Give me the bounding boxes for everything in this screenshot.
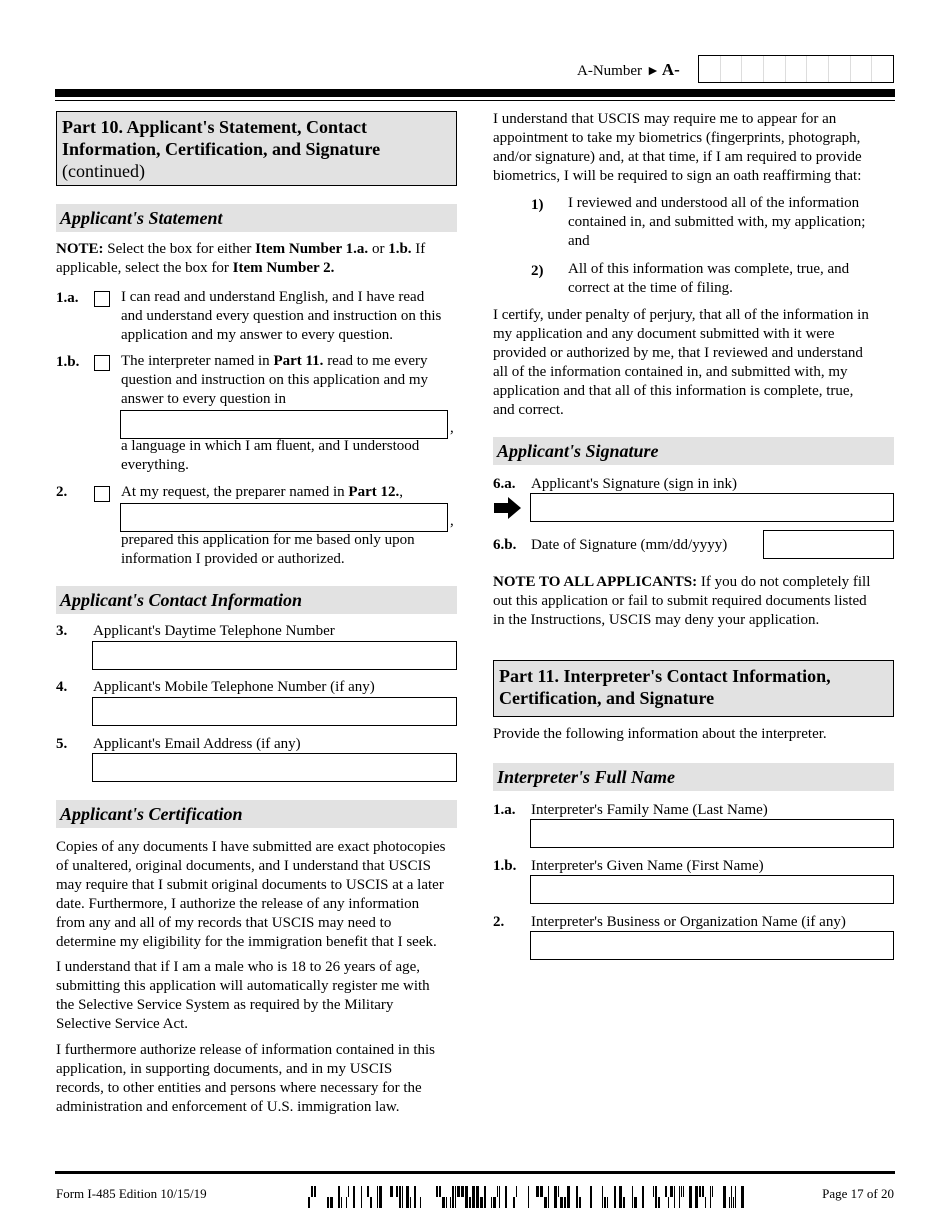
item-1b-checkbox[interactable] <box>94 355 110 371</box>
form-edition: Form I-485 Edition 10/15/19 <box>56 1186 207 1201</box>
interpreter-family-name-input[interactable] <box>530 819 894 848</box>
interpreter-item-1a-number: 1.a. <box>493 802 516 818</box>
item-4-number: 4. <box>56 679 68 695</box>
part-11-heading: Part 11. Interpreter's Contact Information, Certification, and Signature <box>493 660 894 717</box>
applicants-statement-heading: Applicant's Statement <box>56 204 457 232</box>
page-number: Page 17 of 20 <box>822 1186 894 1201</box>
header-rule-thin <box>55 100 895 101</box>
arrow-right-icon: ► <box>645 64 660 79</box>
interpreter-item-1b-number: 1.b. <box>493 858 517 874</box>
interpreter-language-input[interactable] <box>120 410 448 439</box>
interpreter-item-1a-label: Interpreter's Family Name (Last Name) <box>531 802 768 818</box>
item-1a-checkbox[interactable] <box>94 291 110 307</box>
applicant-signature-input[interactable] <box>530 493 894 522</box>
note-to-all-applicants: NOTE TO ALL APPLICANTS: If you do not completely fill out this application or fail to submit required documents listed in the Instructions, USCIS may deny your application. <box>493 574 871 628</box>
certification-paragraph-2: I understand that if I am a male who is 18 to 26 years of age, submitting this application will automatically register me with the Selective Service System as required by the Military Selective Service Act. <box>56 959 430 1032</box>
item-1a-text: I can read and understand English, and I have read and understand every question and instruction on this application and my answer to every question. <box>121 289 442 343</box>
applicants-contact-heading: Applicant's Contact Information <box>56 586 457 614</box>
item-4-label: Applicant's Mobile Telephone Number (if any) <box>93 679 375 695</box>
part-10-heading: Part 10. Applicant's Statement, Contact Information, Certification, and Signature (continued) <box>56 111 457 186</box>
item-6a-label: Applicant's Signature (sign in ink) <box>531 476 738 492</box>
item-5-number: 5. <box>56 736 68 752</box>
barcode-icon <box>308 1186 744 1208</box>
oath-item-2-number: 2) <box>531 263 544 279</box>
interpreter-given-name-input[interactable] <box>530 875 894 904</box>
interpreter-business-name-input[interactable] <box>530 931 894 960</box>
interpreter-item-2-label: Interpreter's Business or Organization Name (if any) <box>531 914 846 930</box>
oath-item-1-number: 1) <box>531 197 544 213</box>
item-6a-number: 6.a. <box>493 476 516 492</box>
certification-paragraph-3: I furthermore authorize release of information contained in this application, in supporting documents, and in my USCIS records, to other entities and persons where necessary for the administration and enforcement of U.S. immigration law. <box>56 1042 436 1115</box>
item-2-text: At my request, the preparer named in Part 12., <box>121 484 403 500</box>
oath-item-1-text: I reviewed and understood all of the information contained in, and submitted with, my application; and <box>568 195 866 249</box>
item-1a-number: 1.a. <box>56 290 79 306</box>
part-11-intro: Provide the following information about the interpreter. <box>493 726 827 742</box>
item-3-label: Applicant's Daytime Telephone Number <box>93 623 335 639</box>
item-6b-number: 6.b. <box>493 537 517 553</box>
email-input[interactable] <box>92 753 457 782</box>
applicants-certification-heading: Applicant's Certification <box>56 800 457 828</box>
header-rule <box>55 89 895 97</box>
footer-rule <box>55 1171 895 1174</box>
comma: , <box>450 513 454 529</box>
item-5-label: Applicant's Email Address (if any) <box>93 736 301 752</box>
item-6b-label: Date of Signature (mm/dd/yyyy) <box>531 537 728 553</box>
certification-paragraph-1: Copies of any documents I have submitted are exact photocopies of unaltered, original documents, and I understand that USCIS may require that I submit original documents to USCIS at a later date. Furthermore, I authorize the release of any information from any and all of my records that USCIS may need to determine my eligibility for the immigration benefit that I seek. <box>56 839 446 950</box>
mobile-phone-input[interactable] <box>92 697 457 726</box>
daytime-phone-input[interactable] <box>92 641 457 670</box>
applicants-signature-heading: Applicant's Signature <box>493 437 894 465</box>
interpreter-item-1b-label: Interpreter's Given Name (First Name) <box>531 858 764 874</box>
interpreters-full-name-heading: Interpreter's Full Name <box>493 763 894 791</box>
preparer-name-input[interactable] <box>120 503 448 532</box>
signature-date-input[interactable] <box>763 530 894 559</box>
a-number-label: A-Number ► A- <box>577 60 680 79</box>
oath-item-2-text: All of this information was complete, true, and correct at the time of filing. <box>568 261 850 296</box>
item-1b-text-continued: a language in which I am fluent, and I understood everything. <box>121 438 420 473</box>
a-number-input[interactable] <box>698 55 894 83</box>
interpreter-item-2-number: 2. <box>493 914 505 930</box>
item-1b-text: The interpreter named in Part 11. read to me every question and instruction on this application and my answer to every question in <box>121 353 429 407</box>
statement-note: NOTE: Select the box for either Item Number 1.a. or 1.b. If applicable, select the box for Item Number 2. <box>56 241 426 276</box>
perjury-certification: I certify, under penalty of perjury, that all of the information in my application and any document submitted with it were provided or authorized by me, that I reviewed and understand all of the information contained in, and submitted with, my application and that all of this information is complete, true, and correct. <box>493 307 869 418</box>
item-2-number: 2. <box>56 484 68 500</box>
biometrics-paragraph: I understand that USCIS may require me to appear for an appointment to take my biometrics (fingerprints, photograph, and/or signature) and, at that time, if I am required to provide biometrics, I will be required to sign an oath reaffirming that: <box>493 111 862 184</box>
item-2-text-continued: prepared this application for me based only upon information I provided or authorized. <box>121 532 415 567</box>
item-1b-number: 1.b. <box>56 354 80 370</box>
item-2-checkbox[interactable] <box>94 486 110 502</box>
item-3-number: 3. <box>56 623 68 639</box>
sign-arrow-icon <box>494 497 522 519</box>
comma: , <box>450 420 454 436</box>
